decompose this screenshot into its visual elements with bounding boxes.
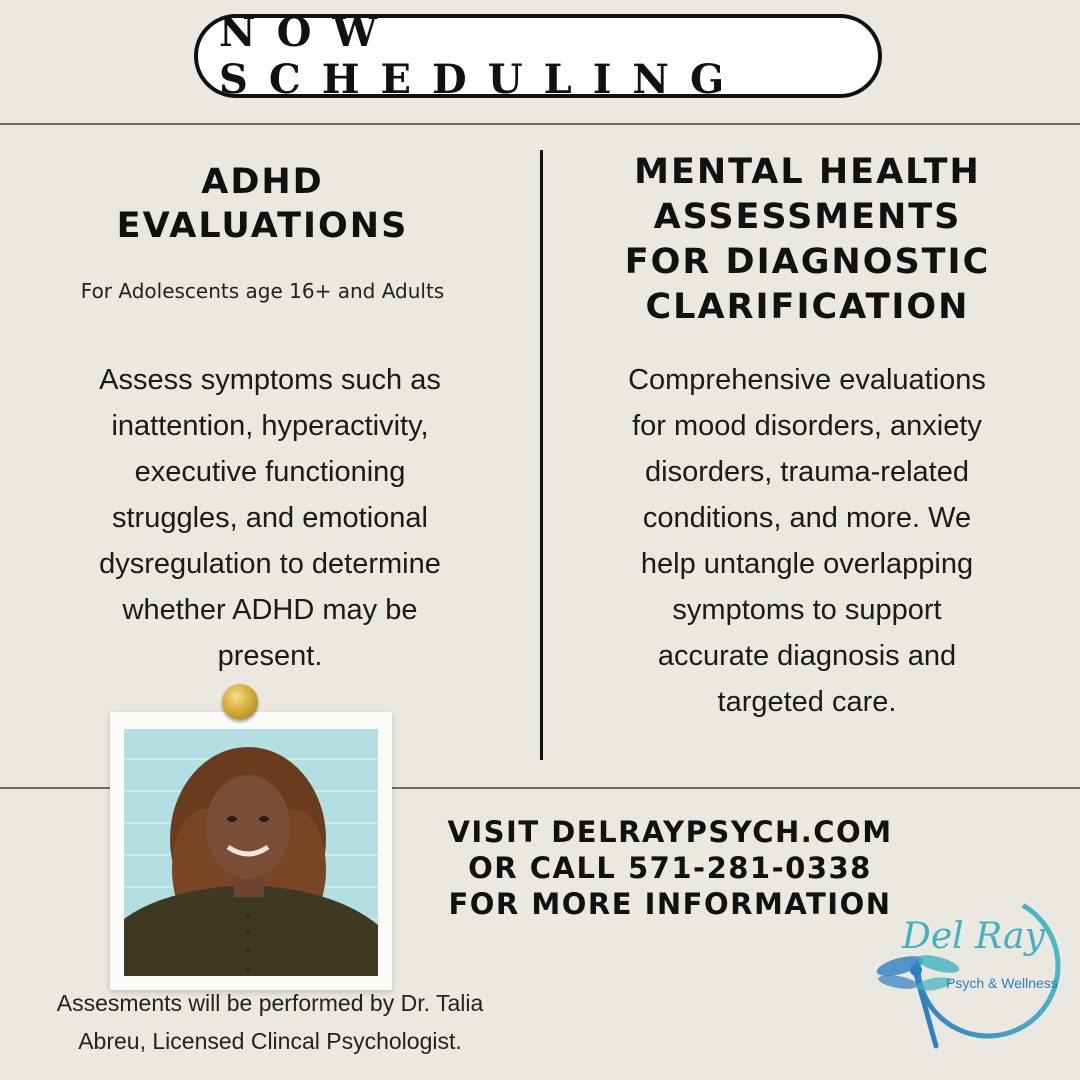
adhd-description-line: struggles, and emotional	[112, 502, 428, 534]
adhd-title-line: ADHD	[201, 162, 324, 202]
caption-line: Assesments will be performed by Dr. Talia	[56, 990, 484, 1016]
column-divider	[540, 150, 543, 760]
bottom-divider-right	[392, 787, 1080, 789]
adhd-description-line: dysregulation to determine	[99, 548, 441, 580]
adhd-description-line: whether ADHD may be	[122, 594, 418, 626]
adhd-subtitle: For Adolescents age 16+ and Adults	[80, 279, 445, 303]
psychologist-photo	[124, 729, 378, 976]
now-scheduling-banner	[194, 9, 882, 103]
adhd-description-line: inattention, hyperactivity,	[111, 410, 429, 442]
contact-info	[420, 814, 920, 922]
portrait-illustration	[124, 729, 378, 976]
mental-health-description-line: for mood disorders, anxiety	[632, 410, 982, 442]
logo-tagline: Psych & Wellness	[946, 975, 1058, 991]
banner-text: NOW SCHEDULING	[219, 9, 746, 103]
mental-health-description-line: Comprehensive evaluations	[628, 364, 986, 396]
contact-line-info: FOR MORE INFORMATION	[448, 887, 892, 921]
logo-graphic	[876, 884, 1066, 1054]
mental-health-description-line: help untangle overlapping	[640, 548, 974, 580]
top-divider	[0, 123, 1080, 125]
mental-health-title-line: FOR DIAGNOSTIC	[624, 242, 991, 282]
del-ray-logo	[876, 884, 1066, 1054]
pushpin-icon	[222, 684, 258, 720]
mental-health-title	[580, 150, 1035, 330]
mental-health-description-line: targeted care.	[717, 686, 897, 718]
performer-caption	[20, 984, 520, 1060]
mental-health-description-line: conditions, and more. We	[642, 502, 972, 534]
dragonfly-icon	[876, 952, 961, 1046]
mental-health-title-line: MENTAL HEALTH	[634, 152, 981, 192]
mental-health-description	[577, 357, 1037, 725]
adhd-description	[40, 357, 500, 679]
logo-name: Del Ray	[902, 916, 1045, 957]
mental-health-title-line: CLARIFICATION	[645, 287, 970, 327]
caption-line: Abreu, Licensed Clincal Psychologist.	[78, 1028, 462, 1054]
mental-health-description-line: accurate diagnosis and	[657, 640, 957, 672]
adhd-title	[60, 160, 465, 248]
adhd-description-line: executive functioning	[134, 456, 406, 488]
mental-health-description-line: disorders, trauma-related	[645, 456, 969, 488]
bottom-divider-left	[0, 787, 110, 789]
polaroid-frame	[110, 712, 392, 990]
contact-line-website[interactable]: VISIT DELRAYPSYCH.COM	[447, 815, 893, 849]
mental-health-title-line: ASSESSMENTS	[653, 197, 962, 237]
adhd-description-line: Assess symptoms such as	[99, 364, 441, 396]
adhd-description-line: present.	[217, 640, 323, 672]
adhd-title-line: EVALUATIONS	[116, 206, 409, 246]
mental-health-description-line: symptoms to support	[672, 594, 942, 626]
contact-line-phone[interactable]: OR CALL 571-281-0338	[468, 851, 872, 885]
